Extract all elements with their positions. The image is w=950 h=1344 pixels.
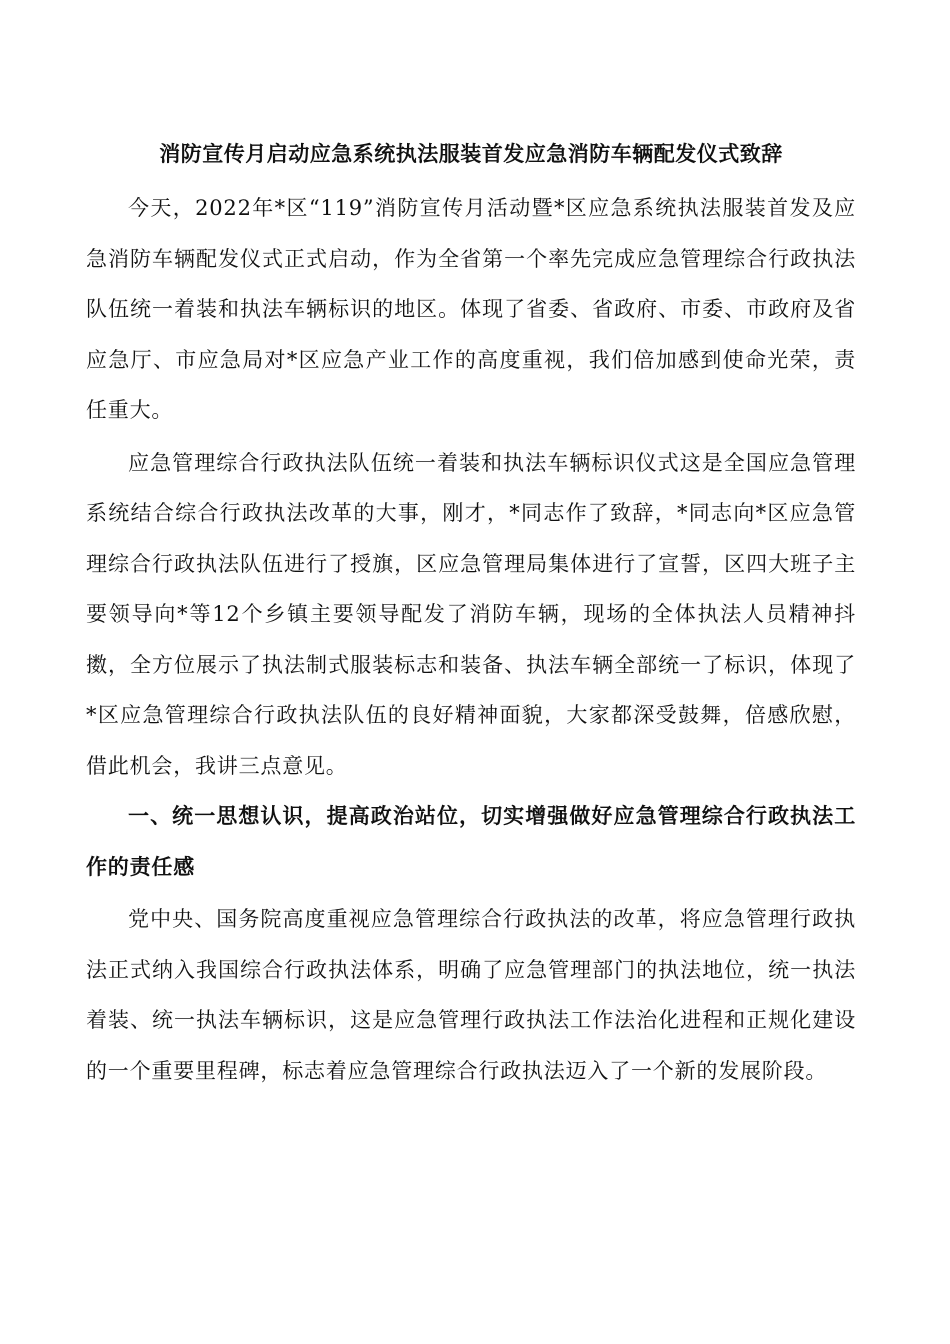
paragraph-section-1: 党中央、国务院高度重视应急管理综合行政执法的改革，将应急管理行政执法正式纳入我国综合行政执法体系，明确了应急管理部门的执法地位，统一执法着装、统一执法车辆标识，这是应急管理行政执法工作法治化进程和正规化建设的一个重要里程碑，标志着应急管理综合行政执法迈入了一个新的发展阶段。 (86, 907, 856, 1083)
document-title: 消防宣传月启动应急系统执法服装首发应急消防车辆配发仪式致辞 (159, 141, 783, 166)
paragraph-ceremony: 应急管理综合行政执法队伍统一着装和执法车辆标识仪式这是全国应急管理系统结合综合行政执法改革的大事，刚才，*同志作了致辞，*同志向*区应急管理综合行政执法队伍进行了授旗，区应急管理局集体进行了宣誓，区四大班子主要领导向*等12个乡镇主要领导配发了消防车辆，现场的全体执法人员精神抖擞，全方位展示了执法制式服装标志和装备、执法车辆全部统一了标识，体现了*区应急管理综合行政执法队伍的良好精神面貌，大家都深受鼓舞，倍感欣慰，借此机会，我讲三点意见。 (86, 450, 856, 778)
document-body (86, 130, 856, 1096)
paragraph-opening: 今天，2022年*区“119”消防宣传月活动暨*区应急系统执法服装首发及应急消防车辆配发仪式正式启动，作为全省第一个率先完成应急管理综合行政执法队伍统一着装和执法车辆标识的地区。体现了省委、省政府、市委、市政府及省应急厅、市应急局对*区应急产业工作的高度重视，我们倍加感到使命光荣，责任重大。 (86, 196, 856, 422)
section-heading-1: 一、统一思想认识，提高政治站位，切实增强做好应急管理综合行政执法工作的责任感 (86, 803, 856, 879)
